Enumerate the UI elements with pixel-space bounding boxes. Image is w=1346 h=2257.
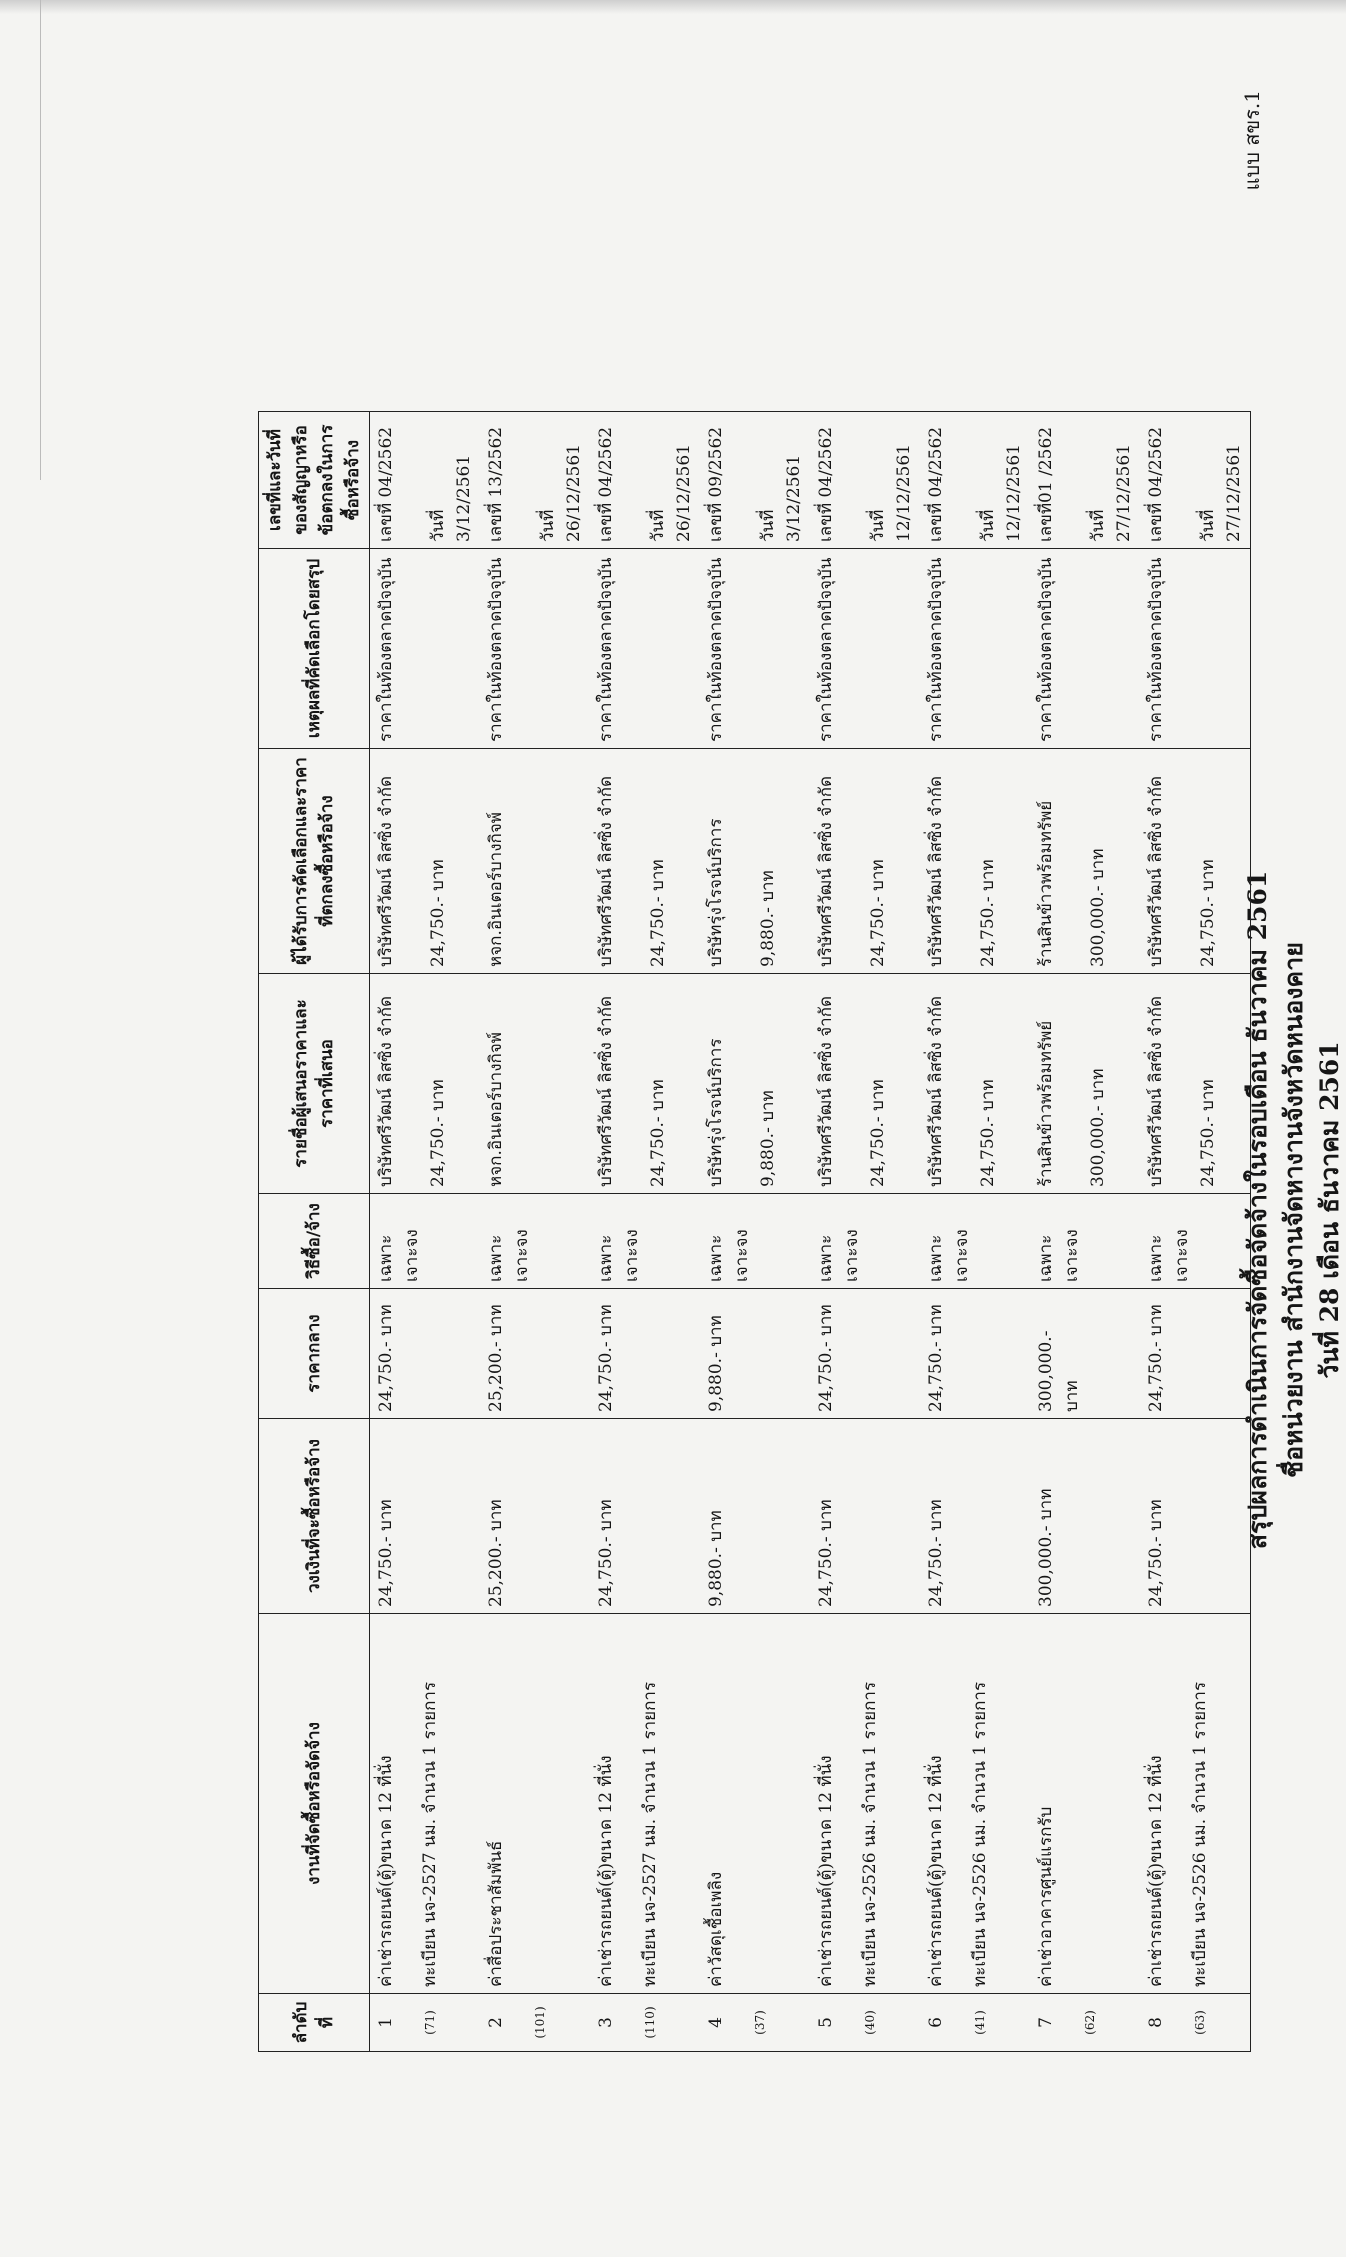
cell-budget	[590, 1419, 700, 1614]
cell-item	[480, 1614, 590, 1994]
cell-median-price	[810, 1289, 920, 1419]
method-method: เฉพาะเจาะจง	[1146, 1229, 1192, 1282]
item-item-line1: ค่าเช่ารถยนต์(ตู้)ขนาด 12 ที่นั่ง	[376, 1755, 396, 1987]
cell-budget	[810, 1419, 920, 1614]
title-line-2: ชื่อหน่วยงาน สำนักงานจัดหางานจังหวัดหนองคาย	[1279, 942, 1308, 1478]
cell-median-price	[480, 1289, 590, 1419]
bidder-bid-price: 24,750.- บาท	[868, 1079, 888, 1187]
cell-method	[920, 1194, 1030, 1289]
header-winner: ผู้ได้รับการคัดเลือกและราคาที่ตกลงซื้อหรือจ้าง	[259, 749, 370, 974]
bidder-bidder: บริษัทศรีวัฒน์ ลิสซิ่ง จำกัด	[926, 995, 946, 1187]
cell-item	[810, 1614, 920, 1994]
table-row	[1030, 412, 1140, 2052]
row-no-no: 2	[486, 2017, 506, 2028]
contract-contract-date: วันที่ 3/12/2561	[428, 454, 474, 542]
row-no-no: 3	[596, 2017, 616, 2028]
winner-win-price: 24,750.- บาท	[428, 859, 448, 967]
bidder-bidder: บริษัทศรีวัฒน์ ลิสซิ่ง จำกัด	[376, 995, 396, 1187]
cell-reason	[810, 549, 920, 749]
table-row	[920, 412, 1030, 2052]
cell-winner	[1030, 749, 1140, 974]
winner-win-price: 9,880.- บาท	[758, 870, 778, 967]
median-price-median: 24,750.- บาท	[376, 1304, 396, 1412]
item-item-line2: ทะเบียน นจ-2526 นม. จำนวน 1 รายการ	[860, 1681, 880, 1987]
row-no-no: 1	[376, 2017, 396, 2028]
header-method: วิธีซื้อ/จ้าง	[259, 1194, 370, 1289]
header-median-price: ราคากลาง	[259, 1289, 370, 1419]
median-price-median: 9,880.- บาท	[706, 1315, 726, 1412]
reason-reason: ราคาในท้องตลาดปัจจุบัน	[1146, 557, 1166, 742]
budget-budget: 25,200.- บาท	[486, 1499, 506, 1607]
cell-budget	[1140, 1419, 1251, 1614]
median-price-median: 300,000.- บาท	[1036, 1330, 1082, 1412]
cell-winner	[480, 749, 590, 974]
cell-reason	[920, 549, 1030, 749]
cell-budget	[920, 1419, 1030, 1614]
winner-winner: บริษัทศรีวัฒน์ ลิสซิ่ง จำกัด	[596, 775, 616, 967]
cell-item	[700, 1614, 810, 1994]
item-item-line1: ค่าวัสดุเชื้อเพลิง	[706, 1871, 726, 1987]
cell-bidder	[480, 974, 590, 1194]
table-row	[370, 412, 481, 2052]
bidder-bid-price: 24,750.- บาท	[648, 1079, 668, 1187]
cell-winner	[810, 749, 920, 974]
item-item-line2: ทะเบียน นจ-2526 นม. จำนวน 1 รายการ	[1190, 1681, 1210, 1987]
cell-median-price	[370, 1289, 481, 1419]
budget-budget: 24,750.- บาท	[926, 1499, 946, 1607]
table-body	[370, 412, 1251, 2052]
cell-reason	[370, 549, 481, 749]
bidder-bid-price: 9,880.- บาท	[758, 1090, 778, 1187]
contract-contract-no: เลขที่ 04/2562	[926, 426, 946, 542]
winner-win-price: 24,750.- บาท	[978, 859, 998, 967]
row-no-ref: (37)	[753, 2010, 767, 2035]
cell-method	[1140, 1194, 1251, 1289]
cell-item	[1140, 1614, 1251, 1994]
row-no-ref: (101)	[533, 2006, 547, 2039]
title-line-1: สรุปผลการดำเนินการจัดซื้อจัดจ้างในรอบเดือน ธันวาคม 2561	[1243, 870, 1272, 1550]
median-price-median: 24,750.- บาท	[596, 1304, 616, 1412]
cell-median-price	[700, 1289, 810, 1419]
reason-reason: ราคาในท้องตลาดปัจจุบัน	[486, 557, 506, 742]
budget-budget: 24,750.- บาท	[1146, 1499, 1166, 1607]
reason-reason: ราคาในท้องตลาดปัจจุบัน	[1036, 557, 1056, 742]
contract-contract-no: เลขที่ 04/2562	[1146, 426, 1166, 542]
bidder-bid-price: 24,750.- บาท	[1198, 1079, 1218, 1187]
cell-winner	[920, 749, 1030, 974]
method-method: เฉพาะเจาะจง	[486, 1229, 532, 1282]
winner-winner: หจก.อินเตอร์บางกิจพ์	[486, 812, 506, 967]
table-row	[810, 412, 920, 2052]
contract-contract-no: เลขที่ 09/2562	[706, 426, 726, 542]
cell-bidder	[1030, 974, 1140, 1194]
item-item-line1: ค่าเช่ารถยนต์(ตู้)ขนาด 12 ที่นั่ง	[816, 1755, 836, 1987]
item-item-line1: ค่าเช่ารถยนต์(ตู้)ขนาด 12 ที่นั่ง	[1146, 1755, 1166, 1987]
cell-method	[810, 1194, 920, 1289]
cell-reason	[700, 549, 810, 749]
median-price-median: 24,750.- บาท	[926, 1304, 946, 1412]
reason-reason: ราคาในท้องตลาดปัจจุบัน	[376, 557, 396, 742]
document-title	[1240, 220, 1346, 2200]
row-no-ref: (62)	[1083, 2010, 1097, 2035]
method-method: เฉพาะเจาะจง	[596, 1229, 642, 1282]
table-header-row	[259, 412, 370, 2052]
cell-contract	[370, 412, 481, 549]
method-method: เฉพาะเจาะจง	[706, 1229, 752, 1282]
winner-win-price: 24,750.- บาท	[868, 859, 888, 967]
reason-reason: ราคาในท้องตลาดปัจจุบัน	[596, 557, 616, 742]
cell-budget	[370, 1419, 481, 1614]
reason-reason: ราคาในท้องตลาดปัจจุบัน	[926, 557, 946, 742]
title-line-3: วันที่ 28 เดือน ธันวาคม 2561	[1315, 1041, 1344, 1379]
method-method: เฉพาะเจาะจง	[376, 1229, 422, 1282]
header-reason: เหตุผลที่คัดเลือกโดยสรุป	[259, 549, 370, 749]
row-no-no: 8	[1146, 2017, 1166, 2028]
cell-budget	[1030, 1419, 1140, 1614]
winner-winner: บริษัทรุ่งโรจน์บริการ	[706, 818, 726, 967]
median-price-median: 24,750.- บาท	[816, 1304, 836, 1412]
contract-contract-date: วันที่ 3/12/2561	[758, 454, 804, 542]
row-no-no: 4	[706, 2017, 726, 2028]
method-method: เฉพาะเจาะจง	[1036, 1229, 1082, 1282]
budget-budget: 24,750.- บาท	[376, 1499, 396, 1607]
winner-winner: บริษัทศรีวัฒน์ ลิสซิ่ง จำกัด	[816, 775, 836, 967]
cell-winner	[1140, 749, 1251, 974]
contract-contract-date: วันที่ 12/12/2561	[868, 444, 914, 542]
cell-row-no	[480, 1994, 590, 2052]
contract-contract-date: วันที่ 26/12/2561	[538, 444, 584, 542]
cell-budget	[480, 1419, 590, 1614]
method-method: เฉพาะเจาะจง	[816, 1229, 862, 1282]
budget-budget: 9,880.- บาท	[706, 1510, 726, 1607]
table-row	[590, 412, 700, 2052]
row-no-no: 6	[926, 2017, 946, 2028]
row-no-no: 5	[816, 2017, 836, 2028]
item-item-line1: ค่าสื่อประชาสัมพันธ์	[486, 1840, 506, 1987]
cell-bidder	[590, 974, 700, 1194]
median-price-median: 24,750.- บาท	[1146, 1304, 1166, 1412]
form-code: แบบ สขร.1	[1240, 90, 1264, 191]
item-item-line1: ค่าเช่ารถยนต์(ตู้)ขนาด 12 ที่นั่ง	[596, 1755, 616, 1987]
bidder-bidder: บริษัทศรีวัฒน์ ลิสซิ่ง จำกัด	[816, 995, 836, 1187]
cell-item	[370, 1614, 481, 1994]
cell-winner	[700, 749, 810, 974]
winner-winner: บริษัทศรีวัฒน์ ลิสซิ่ง จำกัด	[376, 775, 396, 967]
cell-budget	[700, 1419, 810, 1614]
bidder-bid-price: 24,750.- บาท	[978, 1079, 998, 1187]
cell-method	[370, 1194, 481, 1289]
cell-bidder	[810, 974, 920, 1194]
winner-winner: บริษัทศรีวัฒน์ ลิสซิ่ง จำกัด	[926, 775, 946, 967]
bidder-bidder: หจก.อินเตอร์บางกิจพ์	[486, 1032, 506, 1187]
cell-row-no	[1030, 1994, 1140, 2052]
cell-reason	[590, 549, 700, 749]
cell-winner	[590, 749, 700, 974]
cell-median-price	[1140, 1289, 1251, 1419]
median-price-median: 25,200.- บาท	[486, 1304, 506, 1412]
cell-item	[920, 1614, 1030, 1994]
cell-method	[480, 1194, 590, 1289]
cell-row-no	[810, 1994, 920, 2052]
row-no-ref: (40)	[863, 2010, 877, 2035]
cell-row-no	[1140, 1994, 1251, 2052]
row-no-ref: (63)	[1193, 2010, 1207, 2035]
winner-win-price: 24,750.- บาท	[1198, 859, 1218, 967]
budget-budget: 24,750.- บาท	[596, 1499, 616, 1607]
scan-top-edge	[0, 0, 1346, 14]
winner-winner: ร้านสินข้าวพร้อมทรัพย์	[1036, 800, 1056, 967]
cell-contract	[1140, 412, 1251, 549]
procurement-table	[258, 411, 1251, 2052]
row-no-no: 7	[1036, 2017, 1056, 2028]
header-item: งานที่จัดซื้อหรือจัดจ้าง	[259, 1614, 370, 1994]
cell-contract	[1030, 412, 1140, 549]
bidder-bid-price: 24,750.- บาท	[428, 1079, 448, 1187]
budget-budget: 24,750.- บาท	[816, 1499, 836, 1607]
item-item-line1: ค่าเช่ารถยนต์(ตู้)ขนาด 12 ที่นั่ง	[926, 1755, 946, 1987]
row-no-ref: (71)	[423, 2010, 437, 2035]
cell-method	[700, 1194, 810, 1289]
cell-item	[590, 1614, 700, 1994]
winner-winner: บริษัทศรีวัฒน์ ลิสซิ่ง จำกัด	[1146, 775, 1166, 967]
item-item-line2: ทะเบียน นจ-2527 นม. จำนวน 1 รายการ	[640, 1681, 660, 1987]
reason-reason: ราคาในท้องตลาดปัจจุบัน	[706, 557, 726, 742]
cell-reason	[1140, 549, 1251, 749]
cell-reason	[1030, 549, 1140, 749]
cell-method	[590, 1194, 700, 1289]
cell-median-price	[590, 1289, 700, 1419]
contract-contract-no: เลขที่ 04/2562	[376, 426, 396, 542]
bidder-bidder: ร้านสินข้าวพร้อมทรัพย์	[1036, 1020, 1056, 1187]
item-item-line2: ทะเบียน นจ-2526 นม. จำนวน 1 รายการ	[970, 1681, 990, 1987]
cell-winner	[370, 749, 481, 974]
cell-contract	[700, 412, 810, 549]
bidder-bidder: บริษัทรุ่งโรจน์บริการ	[706, 1038, 726, 1187]
contract-contract-no: เลขที่ 04/2562	[596, 426, 616, 542]
item-item-line1: ค่าเช่าอาคารศูนย์แรกรับ	[1036, 1806, 1056, 1987]
document-sheet	[50, 60, 1344, 2200]
budget-budget: 300,000.- บาท	[1036, 1488, 1056, 1607]
cell-row-no	[370, 1994, 481, 2052]
cell-contract	[920, 412, 1030, 549]
row-no-ref: (110)	[643, 2006, 657, 2039]
cell-item	[1030, 1614, 1140, 1994]
header-contract: เลขที่และวันที่ของสัญญาหรือข้อตกลงในการซื้อหรือจ้าง	[259, 412, 370, 549]
method-method: เฉพาะเจาะจง	[926, 1229, 972, 1282]
reason-reason: ราคาในท้องตลาดปัจจุบัน	[816, 557, 836, 742]
scan-left-edge	[0, 0, 41, 480]
winner-win-price: 24,750.- บาท	[648, 859, 668, 967]
cell-contract	[590, 412, 700, 549]
cell-row-no	[590, 1994, 700, 2052]
winner-win-price: 300,000.- บาท	[1088, 848, 1108, 967]
cell-reason	[480, 549, 590, 749]
contract-contract-no: เลขที่ 13/2562	[486, 426, 506, 542]
contract-contract-date: วันที่ 12/12/2561	[978, 444, 1024, 542]
contract-contract-no: เลขที่ 04/2562	[816, 426, 836, 542]
contract-contract-date: วันที่ 26/12/2561	[648, 444, 694, 542]
cell-bidder	[370, 974, 481, 1194]
cell-bidder	[700, 974, 810, 1194]
contract-contract-date: วันที่ 27/12/2561	[1198, 444, 1244, 542]
table-row	[1140, 412, 1251, 2052]
item-item-line2: ทะเบียน นจ-2527 นม. จำนวน 1 รายการ	[420, 1681, 440, 1987]
cell-bidder	[920, 974, 1030, 1194]
cell-median-price	[920, 1289, 1030, 1419]
bidder-bidder: บริษัทศรีวัฒน์ ลิสซิ่ง จำกัด	[1146, 995, 1166, 1187]
table-row	[700, 412, 810, 2052]
header-bidders: รายชื่อผู้เสนอราคาและราคาที่เสนอ	[259, 974, 370, 1194]
cell-median-price	[1030, 1289, 1140, 1419]
cell-bidder	[1140, 974, 1251, 1194]
bidder-bid-price: 300,000.- บาท	[1088, 1068, 1108, 1187]
cell-method	[1030, 1194, 1140, 1289]
table-row	[480, 412, 590, 2052]
row-no-ref: (41)	[973, 2010, 987, 2035]
header-budget: วงเงินที่จะซื้อหรือจ้าง	[259, 1419, 370, 1614]
contract-contract-no: เลขที่01 /2562	[1036, 426, 1056, 542]
cell-row-no	[700, 1994, 810, 2052]
cell-row-no	[920, 1994, 1030, 2052]
header-no: ลำดับที่	[259, 1994, 370, 2052]
contract-contract-date: วันที่ 27/12/2561	[1088, 444, 1134, 542]
cell-contract	[480, 412, 590, 549]
bidder-bidder: บริษัทศรีวัฒน์ ลิสซิ่ง จำกัด	[596, 995, 616, 1187]
cell-contract	[810, 412, 920, 549]
